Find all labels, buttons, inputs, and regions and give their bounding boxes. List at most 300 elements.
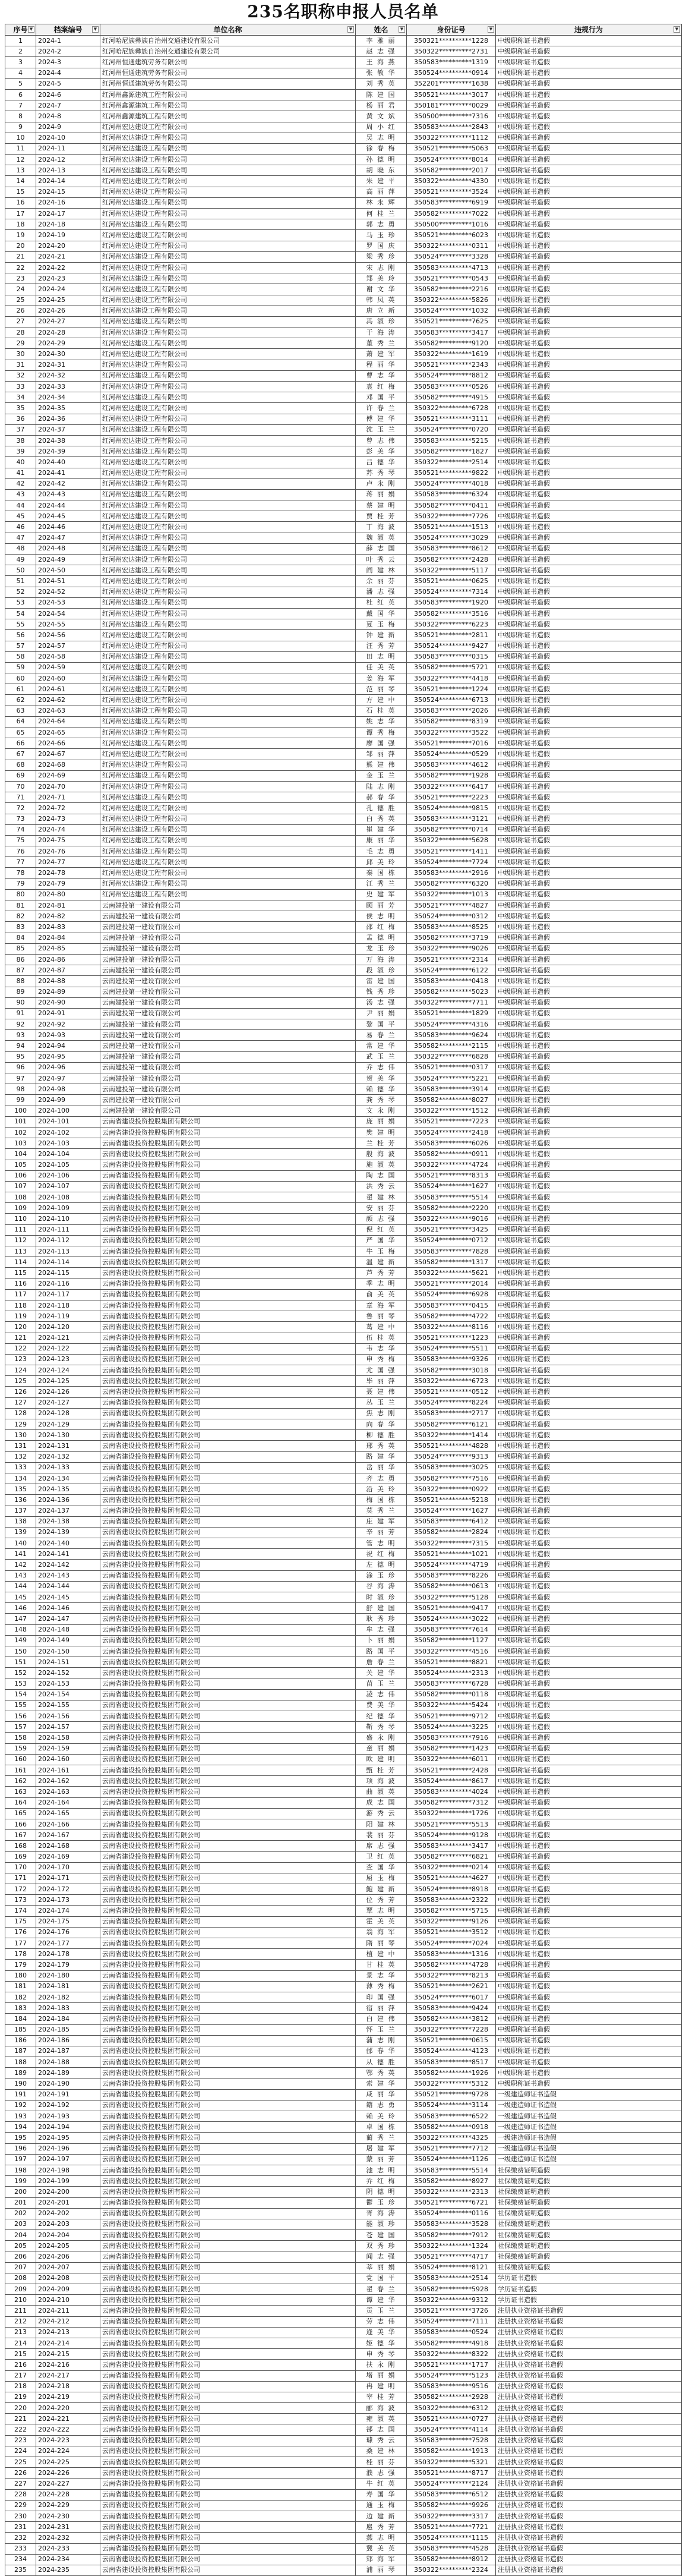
cell-person-name: 田 志 明 (356, 651, 407, 662)
cell-violation: 中级职称证书造假 (496, 587, 682, 597)
cell-id-number: 350582**********0911 (407, 1149, 496, 1160)
cell-violation: 中级职称证书造假 (496, 803, 682, 814)
cell-unit-name: 云南省建设投资控股集团有限公司 (100, 1797, 356, 1808)
cell-person-name: 蔡 建 明 (356, 500, 407, 511)
cell-violation: 中级职称证书造假 (496, 911, 682, 922)
table-row (5, 1008, 682, 1019)
cell-violation: 中级职称证书造假 (496, 1635, 682, 1646)
cell-id-number: 350322**********5424 (407, 1700, 496, 1711)
cell-violation: 中级职称证书造假 (496, 1743, 682, 1754)
cell-index: 136 (5, 1495, 36, 1506)
cell-file-number: 2024-85 (36, 943, 100, 954)
cell-id-number: 350582**********5715 (407, 1906, 496, 1916)
cell-unit-name: 云南省建设投资控股集团有限公司 (100, 1365, 356, 1376)
cell-violation: 中级职称证书造假 (496, 1603, 682, 1614)
cell-person-name: 莘 丽 娟 (356, 2262, 407, 2273)
cell-id-number: 350521**********8313 (407, 1170, 496, 1181)
cell-index: 20 (5, 241, 36, 251)
cell-index: 120 (5, 1322, 36, 1333)
cell-index: 93 (5, 1030, 36, 1041)
cell-index: 222 (5, 2424, 36, 2435)
column-header-violation[interactable] (496, 24, 682, 36)
cell-index: 207 (5, 2262, 36, 2273)
cell-index: 206 (5, 2251, 36, 2262)
cell-unit-name: 云南建投第一建设有限公司 (100, 1019, 356, 1030)
cell-id-number: 350322**********2313 (407, 2187, 496, 2197)
cell-file-number: 2024-136 (36, 1495, 100, 1506)
cell-file-number: 2024-202 (36, 2208, 100, 2219)
cell-violation: 中级职称证书造假 (496, 1106, 682, 1116)
cell-unit-name: 红河州宏达建设工程有限公司 (100, 587, 356, 597)
cell-unit-name: 云南省建设投资控股集团有限公司 (100, 1441, 356, 1451)
cell-violation: 中级职称证书造假 (496, 943, 682, 954)
cell-unit-name: 云南省建设投资控股集团有限公司 (100, 2143, 356, 2154)
cell-index: 139 (5, 1527, 36, 1538)
cell-person-name: 童 丽 娟 (356, 1743, 407, 1754)
cell-id-number: 350322**********9312 (407, 2295, 496, 2306)
cell-file-number: 2024-106 (36, 1170, 100, 1181)
cell-violation: 注册执业资格证书造假 (496, 2543, 682, 2554)
cell-file-number: 2024-206 (36, 2251, 100, 2262)
cell-person-name: 于 海 涛 (356, 327, 407, 338)
cell-person-name: 蔺 秀 兰 (356, 2133, 407, 2143)
table-row (5, 89, 682, 100)
cell-index: 35 (5, 403, 36, 414)
cell-index: 165 (5, 1808, 36, 1819)
cell-file-number: 2024-14 (36, 176, 100, 187)
cell-person-name: 裴 丽 芬 (356, 1830, 407, 1841)
cell-file-number: 2024-213 (36, 2327, 100, 2338)
cell-violation: 中级职称证书造假 (496, 78, 682, 89)
cell-id-number: 350524**********1115 (407, 2533, 496, 2543)
cell-id-number: 350582**********4728 (407, 1960, 496, 1970)
cell-unit-name: 云南省建设投资控股集团有限公司 (100, 2100, 356, 2111)
cell-index: 135 (5, 1484, 36, 1495)
cell-index: 229 (5, 2500, 36, 2511)
table-row (5, 1819, 682, 1829)
cell-person-name: 杨 丽 君 (356, 100, 407, 111)
table-row (5, 1927, 682, 1938)
column-header-file-number[interactable] (36, 24, 100, 36)
cell-id-number: 350583**********8525 (407, 922, 496, 933)
cell-violation: 中级职称证书造假 (496, 111, 682, 122)
cell-index: 32 (5, 370, 36, 381)
cell-file-number: 2024-47 (36, 533, 100, 543)
cell-id-number: 350322**********1013 (407, 889, 496, 900)
cell-unit-name: 云南省建设投资控股集团有限公司 (100, 2457, 356, 2468)
cell-unit-name: 云南省建设投资控股集团有限公司 (100, 2468, 356, 2479)
table-row (5, 1906, 682, 1916)
cell-id-number: 350521**********2811 (407, 630, 496, 641)
cell-unit-name: 云南省建设投资控股集团有限公司 (100, 1992, 356, 2002)
cell-id-number: 350582**********3719 (407, 933, 496, 943)
cell-file-number: 2024-225 (36, 2457, 100, 2468)
column-header-name[interactable] (356, 24, 407, 36)
cell-index: 97 (5, 1073, 36, 1084)
cell-id-number: 350521**********0543 (407, 273, 496, 284)
cell-file-number: 2024-127 (36, 1397, 100, 1408)
cell-violation: 注册执业资格证书造假 (496, 2370, 682, 2381)
cell-id-number: 350582**********7516 (407, 1473, 496, 1484)
cell-file-number: 2024-195 (36, 2133, 100, 2143)
cell-person-name: 薄 秀 梅 (356, 1981, 407, 1992)
cell-person-name: 牛 玉 梅 (356, 1246, 407, 1257)
table-row (5, 111, 682, 122)
table-row (5, 922, 682, 933)
table-row (5, 2165, 682, 2175)
cell-person-name: 梁 秀 珍 (356, 251, 407, 262)
dropdown-filter-icon[interactable]: ▼ (28, 26, 34, 33)
cell-unit-name: 云南省建设投资控股集团有限公司 (100, 2500, 356, 2511)
cell-violation: 中级职称证书造假 (496, 1679, 682, 1689)
table-row (5, 1787, 682, 1797)
cell-index: 209 (5, 2284, 36, 2295)
cell-index: 187 (5, 2046, 36, 2057)
cell-index: 45 (5, 511, 36, 522)
cell-unit-name: 云南省建设投资控股集团有限公司 (100, 1322, 356, 1333)
cell-person-name: 夏 玉 梅 (356, 619, 407, 630)
cell-violation: 中级职称证书造假 (496, 133, 682, 143)
cell-index: 55 (5, 619, 36, 630)
column-header-unit[interactable] (100, 24, 356, 36)
cell-index: 24 (5, 284, 36, 295)
cell-index: 90 (5, 997, 36, 1008)
cell-id-number: 350524**********3114 (407, 2100, 496, 2111)
cell-person-name: 寿 国 华 (356, 2489, 407, 2500)
cell-file-number: 2024-25 (36, 295, 100, 306)
table-row (5, 576, 682, 587)
table-row (5, 2262, 682, 2273)
cell-person-name: 路 国 平 (356, 1646, 407, 1657)
cell-id-number: 350582**********1913 (407, 2446, 496, 2457)
cell-file-number: 2024-218 (36, 2381, 100, 2392)
cell-file-number: 2024-52 (36, 587, 100, 597)
cell-id-number: 350583**********2322 (407, 1895, 496, 1906)
cell-index: 51 (5, 576, 36, 587)
cell-id-number: 350521**********6721 (407, 2197, 496, 2208)
cell-violation: 中级职称证书造假 (496, 1138, 682, 1149)
cell-violation: 中级职称证书造假 (496, 1181, 682, 1192)
table-row (5, 1754, 682, 1765)
cell-file-number: 2024-122 (36, 1343, 100, 1354)
cell-unit-name: 云南建投第一建设有限公司 (100, 943, 356, 954)
cell-unit-name: 云南建投第一建设有限公司 (100, 1041, 356, 1051)
cell-violation: 中级职称证书造假 (496, 360, 682, 370)
cell-id-number: 350524**********9815 (407, 803, 496, 814)
cell-id-number: 352201**********1638 (407, 78, 496, 89)
cell-violation: 注册执业资格证书造假 (496, 2381, 682, 2392)
cell-file-number: 2024-89 (36, 987, 100, 997)
cell-violation: 注册执业资格证书造假 (496, 2489, 682, 2500)
cell-unit-name: 云南省建设投资控股集团有限公司 (100, 1560, 356, 1570)
table-row (5, 1084, 682, 1095)
dropdown-filter-icon[interactable]: ▼ (674, 26, 680, 33)
cell-person-name: 焦 志 刚 (356, 1408, 407, 1419)
cell-index: 12 (5, 155, 36, 165)
cell-person-name: 郏 海 军 (356, 2554, 407, 2565)
cell-unit-name: 云南省建设投资控股集团有限公司 (100, 1516, 356, 1527)
cell-person-name: 唐 立 新 (356, 306, 407, 316)
cell-index: 15 (5, 187, 36, 197)
cell-index: 176 (5, 1927, 36, 1938)
cell-index: 113 (5, 1246, 36, 1257)
table-row (5, 2295, 682, 2306)
cell-index: 37 (5, 424, 36, 435)
cell-unit-name: 云南省建设投资控股集团有限公司 (100, 1711, 356, 1722)
table-row (5, 814, 682, 824)
cell-index: 188 (5, 2057, 36, 2068)
cell-file-number: 2024-191 (36, 2089, 100, 2100)
cell-id-number: 350322**********6011 (407, 1754, 496, 1765)
cell-violation: 中级职称证书造假 (496, 1700, 682, 1711)
cell-id-number: 350582**********2017 (407, 165, 496, 176)
cell-unit-name: 红河州宏达建设工程有限公司 (100, 262, 356, 273)
cell-unit-name: 云南省建设投资控股集团有限公司 (100, 2122, 356, 2133)
cell-id-number: 350322**********3522 (407, 728, 496, 738)
cell-index: 14 (5, 176, 36, 187)
cell-id-number: 350582**********0918 (407, 2122, 496, 2133)
cell-violation: 中级职称证书造假 (496, 695, 682, 706)
cell-id-number: 350583**********8226 (407, 1570, 496, 1581)
cell-index: 127 (5, 1397, 36, 1408)
cell-unit-name: 云南省建设投资控股集团有限公司 (100, 2381, 356, 2392)
table-row (5, 1765, 682, 1776)
cell-file-number: 2024-161 (36, 1765, 100, 1776)
cell-unit-name: 云南省建设投资控股集团有限公司 (100, 2479, 356, 2489)
cell-unit-name: 云南省建设投资控股集团有限公司 (100, 1938, 356, 1949)
table-row (5, 835, 682, 846)
cell-person-name: 通 玉 梅 (356, 2500, 407, 2511)
cell-file-number: 2024-147 (36, 1614, 100, 1624)
cell-file-number: 2024-91 (36, 1008, 100, 1019)
cell-index: 178 (5, 1949, 36, 1960)
table-row (5, 1397, 682, 1408)
cell-id-number: 350521**********3425 (407, 1224, 496, 1235)
cell-unit-name: 红河州宏达建设工程有限公司 (100, 187, 356, 197)
cell-person-name: 周 小 红 (356, 122, 407, 133)
cell-person-name: 钟 建 新 (356, 630, 407, 641)
cell-id-number: 350322**********9026 (407, 943, 496, 954)
cell-unit-name: 红河州宏达建设工程有限公司 (100, 273, 356, 284)
cell-unit-name: 红河州宏达建设工程有限公司 (100, 284, 356, 295)
cell-file-number: 2024-81 (36, 900, 100, 911)
cell-id-number: 350524**********2313 (407, 1668, 496, 1679)
cell-file-number: 2024-68 (36, 760, 100, 770)
cell-violation: 学历证书造假 (496, 2295, 682, 2306)
cell-person-name: 岳 丽 华 (356, 1462, 407, 1473)
table-row (5, 1343, 682, 1354)
cell-id-number: 350524**********4114 (407, 2424, 496, 2435)
cell-file-number: 2024-60 (36, 673, 100, 684)
cell-id-number: 350583**********2026 (407, 706, 496, 716)
cell-index: 221 (5, 2414, 36, 2424)
cell-file-number: 2024-64 (36, 716, 100, 727)
table-row (5, 900, 682, 911)
cell-file-number: 2024-109 (36, 1203, 100, 1214)
cell-person-name: 易 春 兰 (356, 1030, 407, 1041)
cell-unit-name: 云南省建设投资控股集团有限公司 (100, 2165, 356, 2175)
cell-index: 3 (5, 57, 36, 68)
cell-id-number: 350582**********3516 (407, 608, 496, 619)
cell-index: 193 (5, 2111, 36, 2122)
cell-index: 75 (5, 835, 36, 846)
cell-file-number: 2024-146 (36, 1603, 100, 1614)
cell-unit-name: 云南省建设投资控股集团有限公司 (100, 1668, 356, 1679)
cell-index: 220 (5, 2403, 36, 2414)
cell-violation: 中级职称证书造假 (496, 306, 682, 316)
table-row (5, 2014, 682, 2024)
cell-violation: 中级职称证书造假 (496, 1311, 682, 1322)
cell-file-number: 2024-125 (36, 1376, 100, 1387)
cell-file-number: 2024-44 (36, 500, 100, 511)
table-row (5, 2468, 682, 2479)
table-row (5, 68, 682, 78)
table-row (5, 1365, 682, 1376)
table-row (5, 857, 682, 868)
cell-id-number: 350521**********1223 (407, 1333, 496, 1343)
cell-id-number: 350582**********8912 (407, 2554, 496, 2565)
table-row (5, 403, 682, 414)
cell-person-name: 阎 建 林 (356, 565, 407, 576)
cell-file-number: 2024-135 (36, 1484, 100, 1495)
cell-file-number: 2024-34 (36, 392, 100, 403)
cell-id-number: 350583**********2843 (407, 122, 496, 133)
cell-file-number: 2024-112 (36, 1235, 100, 1246)
cell-file-number: 2024-120 (36, 1322, 100, 1333)
cell-id-number: 350583**********3528 (407, 2219, 496, 2229)
cell-unit-name: 红河州宏达建设工程有限公司 (100, 576, 356, 587)
cell-file-number: 2024-171 (36, 1873, 100, 1884)
cell-unit-name: 云南省建设投资控股集团有限公司 (100, 1127, 356, 1138)
cell-unit-name: 云南省建设投资控股集团有限公司 (100, 1257, 356, 1268)
cell-person-name: 戴 国 华 (356, 608, 407, 619)
cell-violation: 中级职称证书造假 (496, 1592, 682, 1603)
cell-unit-name: 红河州宏达建设工程有限公司 (100, 435, 356, 446)
cell-violation: 中级职称证书造假 (496, 1408, 682, 1419)
table-row (5, 1354, 682, 1365)
cell-person-name: 贾 桂 芳 (356, 511, 407, 522)
cell-unit-name: 云南省建设投资控股集团有限公司 (100, 1300, 356, 1311)
cell-index: 148 (5, 1624, 36, 1635)
cell-id-number: 350524**********0914 (407, 68, 496, 78)
cell-id-number: 350582**********1926 (407, 2068, 496, 2079)
cell-violation: 中级职称证书造假 (496, 1300, 682, 1311)
cell-person-name: 邰 春 华 (356, 2046, 407, 2057)
table-row (5, 1603, 682, 1614)
table-row (5, 1916, 682, 1927)
cell-unit-name: 云南省建设投资控股集团有限公司 (100, 1906, 356, 1916)
cell-index: 28 (5, 327, 36, 338)
table-row (5, 1960, 682, 1970)
cell-unit-name: 云南省建设投资控股集团有限公司 (100, 1484, 356, 1495)
cell-index: 84 (5, 933, 36, 943)
cell-file-number: 2024-104 (36, 1149, 100, 1160)
table-row (5, 1322, 682, 1333)
column-header-id-number[interactable] (407, 24, 496, 36)
table-row (5, 1495, 682, 1506)
cell-id-number: 350583**********6412 (407, 1516, 496, 1527)
cell-unit-name: 红河州宏达建设工程有限公司 (100, 619, 356, 630)
cell-id-number: 350582**********3018 (407, 1365, 496, 1376)
table-row (5, 533, 682, 543)
cell-index: 218 (5, 2381, 36, 2392)
cell-index: 199 (5, 2176, 36, 2187)
cell-id-number: 350582**********6121 (407, 1419, 496, 1430)
cell-person-name: 翟 春 兰 (356, 2284, 407, 2295)
dropdown-filter-icon[interactable]: ▼ (399, 26, 405, 33)
table-row (5, 46, 682, 57)
cell-person-name: 路 建 华 (356, 1451, 407, 1462)
dropdown-filter-icon[interactable]: ▼ (347, 26, 354, 33)
cell-violation: 社保缴费证明造假 (496, 2208, 682, 2219)
cell-id-number: 350524**********9128 (407, 1830, 496, 1841)
column-header-label: 序号 (13, 26, 28, 34)
column-header-index[interactable] (5, 24, 36, 36)
table-row (5, 1419, 682, 1430)
cell-violation: 中级职称证书造假 (496, 1873, 682, 1884)
cell-id-number: 350583**********1316 (407, 1949, 496, 1960)
cell-id-number: 350322**********5312 (407, 2079, 496, 2089)
cell-file-number: 2024-99 (36, 1095, 100, 1106)
cell-index: 216 (5, 2360, 36, 2370)
cell-id-number: 350521**********4627 (407, 1873, 496, 1884)
cell-id-number: 350582**********8027 (407, 1095, 496, 1106)
cell-index: 212 (5, 2316, 36, 2327)
cell-unit-name: 红河州宏达建设工程有限公司 (100, 155, 356, 165)
table-row (5, 933, 682, 943)
cell-id-number: 350521**********1513 (407, 522, 496, 533)
cell-unit-name: 红河州宏达建设工程有限公司 (100, 738, 356, 749)
cell-person-name: 武 玉 兰 (356, 1051, 407, 1062)
cell-id-number: 350583**********6728 (407, 1679, 496, 1689)
cell-id-number: 350524**********6017 (407, 1992, 496, 2002)
cell-unit-name: 云南省建设投资控股集团有限公司 (100, 1722, 356, 1733)
table-row (5, 273, 682, 284)
cell-file-number: 2024-159 (36, 1743, 100, 1754)
table-row (5, 1851, 682, 1862)
cell-file-number: 2024-40 (36, 457, 100, 468)
cell-file-number: 2024-183 (36, 2003, 100, 2014)
cell-id-number: 350583**********0526 (407, 382, 496, 392)
cell-person-name: 向 春 华 (356, 1419, 407, 1430)
cell-person-name: 温 建 新 (356, 1257, 407, 1268)
cell-violation: 中级职称证书造假 (496, 1073, 682, 1084)
cell-index: 173 (5, 1895, 36, 1906)
cell-unit-name: 云南省建设投资控股集团有限公司 (100, 1224, 356, 1235)
cell-file-number: 2024-227 (36, 2479, 100, 2489)
cell-person-name: 秦 国 栋 (356, 868, 407, 878)
cell-file-number: 2024-169 (36, 1851, 100, 1862)
cell-id-number: 350521**********1224 (407, 684, 496, 695)
cell-violation: 一级建造师证书造假 (496, 2133, 682, 2143)
cell-index: 144 (5, 1581, 36, 1592)
table-row (5, 1981, 682, 1992)
cell-violation: 中级职称证书造假 (496, 1192, 682, 1203)
dropdown-filter-icon[interactable]: ▼ (92, 26, 99, 33)
table-row (5, 1776, 682, 1787)
cell-person-name: 龚 秀 琴 (356, 1095, 407, 1106)
table-row (5, 522, 682, 533)
cell-file-number: 2024-123 (36, 1354, 100, 1365)
cell-violation: 中级职称证书造假 (496, 2079, 682, 2089)
dropdown-filter-icon[interactable]: ▼ (488, 26, 494, 33)
cell-person-name: 耿 秀 珍 (356, 1614, 407, 1624)
cell-file-number: 2024-217 (36, 2370, 100, 2381)
cell-file-number: 2024-160 (36, 1754, 100, 1765)
cell-index: 60 (5, 673, 36, 684)
cell-index: 117 (5, 1289, 36, 1300)
cell-index: 158 (5, 1733, 36, 1743)
